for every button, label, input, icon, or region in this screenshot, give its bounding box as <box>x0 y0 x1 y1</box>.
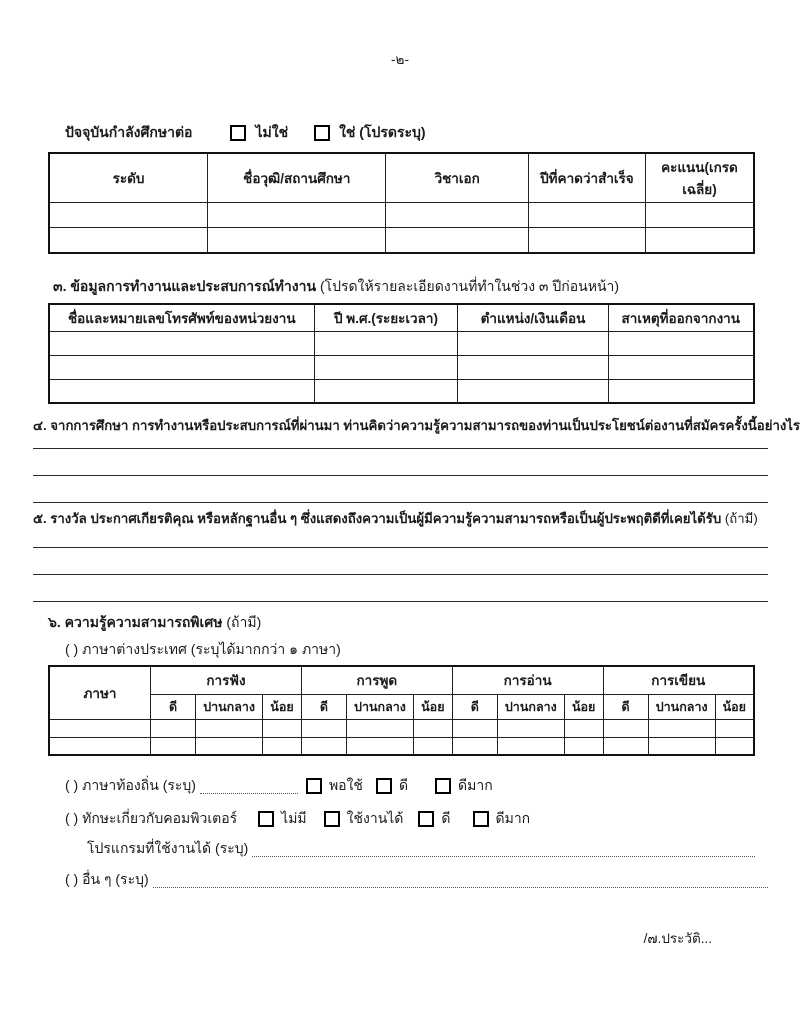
option-good-label: ดี <box>441 810 451 826</box>
checkbox-option-fair <box>306 775 363 797</box>
table-cell-empty[interactable] <box>208 228 386 253</box>
checkbox-option-very-good <box>473 808 531 830</box>
language-header-row-1 <box>49 666 754 694</box>
column-header-little: น้อย <box>263 694 302 719</box>
language-row <box>49 737 754 755</box>
column-header-year-period: ปี พ.ศ.(ระยะเวลา) <box>314 304 458 332</box>
programs-row <box>48 838 755 860</box>
table-cell-empty[interactable] <box>49 203 208 228</box>
table-cell-empty[interactable] <box>608 379 754 403</box>
checkbox-option-usable <box>324 808 404 830</box>
column-header-good: ดี <box>452 694 497 719</box>
answer-line[interactable] <box>33 476 768 503</box>
table-cell-empty[interactable] <box>346 719 413 737</box>
table-cell-empty[interactable] <box>413 719 452 737</box>
column-header-language: ภาษา <box>49 666 151 719</box>
work-row <box>49 331 754 355</box>
education-header-row <box>49 153 754 203</box>
column-header-employer-phone: ชื่อและหมายเลขโทรศัพท์ของหน่วยงาน <box>49 304 314 332</box>
table-cell-empty[interactable] <box>715 737 754 755</box>
table-cell-empty[interactable] <box>608 355 754 379</box>
table-cell-empty[interactable] <box>263 737 302 755</box>
column-header-listening: การฟัง <box>151 666 302 694</box>
table-cell-empty[interactable] <box>458 379 608 403</box>
section-4-answer-area <box>48 436 755 503</box>
column-header-position-salary: ตำแหน่ง/เงินเดือน <box>458 304 608 332</box>
column-header-good: ดี <box>603 694 648 719</box>
checkbox-option-none <box>258 808 307 830</box>
checkbox-good[interactable] <box>418 811 434 827</box>
section-3-title-text: ๓. ข้อมูลการทำงานและประสบการณ์ทำงาน <box>53 277 317 294</box>
language-skill-table <box>48 665 755 756</box>
checkbox-very-good[interactable] <box>435 778 451 794</box>
table-cell-empty[interactable] <box>452 737 497 755</box>
column-header-little: น้อย <box>564 694 603 719</box>
table-cell-empty[interactable] <box>458 355 608 379</box>
column-header-medium: ปานกลาง <box>346 694 413 719</box>
table-cell-empty[interactable] <box>386 228 528 253</box>
table-cell-empty[interactable] <box>648 719 715 737</box>
foreign-language-option[interactable]: ( ) ภาษาต่างประเทศ (ระบุได้มากกว่า ๑ ภาษา) <box>65 641 341 657</box>
table-cell-empty[interactable] <box>564 719 603 737</box>
option-usable-label: ใช้งานได้ <box>346 810 404 826</box>
table-cell-empty[interactable] <box>645 228 754 253</box>
checkbox-option-good <box>418 808 450 830</box>
option-very-good-label: ดีมาก <box>458 777 493 793</box>
column-header-level: ระดับ <box>49 153 208 203</box>
column-header-major: วิชาเอก <box>386 153 528 203</box>
column-header-medium: ปานกลาง <box>196 694 263 719</box>
table-cell-empty[interactable] <box>497 737 564 755</box>
dotted-fill-line[interactable] <box>200 780 298 794</box>
section-4-title: ๔. จากการศึกษา การทำงานหรือประสบการณ์ที่ผ่านมา ท่านคิดว่าความรู้ความสามารถของท่านเป็นประโยชน์ต่องานที่สมัครครั้งนี้อย่างไร <box>33 418 800 433</box>
option-very-good-label: ดีมาก <box>495 810 531 826</box>
table-cell-empty[interactable] <box>458 331 608 355</box>
page-footer-note: /๗.ประวัติ... <box>643 931 712 946</box>
table-cell-empty[interactable] <box>608 331 754 355</box>
section-3-note: (โปรดให้รายละเอียดงานที่ทำในช่วง ๓ ปีก่อนหน้า) <box>319 277 620 294</box>
local-language-row <box>48 775 755 797</box>
section-6-title <box>48 612 755 634</box>
table-cell-empty[interactable] <box>603 737 648 755</box>
column-header-gpa: คะแนน(เกรดเฉลี่ย) <box>645 153 754 203</box>
table-cell-empty[interactable] <box>645 203 754 228</box>
column-header-expected-year: ปีที่คาดว่าสำเร็จ <box>528 153 645 203</box>
table-cell-empty[interactable] <box>314 331 458 355</box>
column-header-speaking: การพูด <box>301 666 452 694</box>
checkbox-very-good[interactable] <box>473 811 489 827</box>
table-cell-empty[interactable] <box>208 203 386 228</box>
checkbox-none[interactable] <box>258 811 274 827</box>
table-cell-empty[interactable] <box>413 737 452 755</box>
answer-line[interactable] <box>33 436 768 449</box>
computer-skill-row <box>48 808 755 830</box>
local-language-label: ( ) ภาษาท้องถิ่น (ระบุ) <box>65 777 196 793</box>
checkbox-option-good <box>376 775 408 797</box>
option-none-label: ไม่มี <box>281 810 307 826</box>
checkbox-option-very-good <box>435 775 493 797</box>
current-study-row <box>48 122 755 144</box>
table-cell-empty[interactable] <box>49 379 314 403</box>
column-header-little: น้อย <box>413 694 452 719</box>
dotted-fill-line[interactable] <box>153 874 768 888</box>
table-cell-empty[interactable] <box>715 719 754 737</box>
table-cell-empty[interactable] <box>196 719 263 737</box>
language-row <box>49 719 754 737</box>
language-header-row-2 <box>49 694 754 719</box>
dotted-fill-line[interactable] <box>252 843 755 857</box>
option-fair-label: พอใช้ <box>328 777 363 793</box>
table-cell-empty[interactable] <box>346 737 413 755</box>
answer-line[interactable] <box>33 575 768 602</box>
section-5-title <box>33 508 768 529</box>
column-header-degree-institution: ชื่อวุฒิ/สถานศึกษา <box>208 153 386 203</box>
table-cell-empty[interactable] <box>49 737 151 755</box>
table-cell-empty[interactable] <box>314 355 458 379</box>
column-header-medium: ปานกลาง <box>497 694 564 719</box>
table-cell-empty[interactable] <box>301 719 346 737</box>
education-row <box>49 203 754 228</box>
section-5-note: (ถ้ามี) <box>724 511 758 526</box>
table-cell-empty[interactable] <box>263 719 302 737</box>
answer-line[interactable] <box>33 529 768 548</box>
section-5-answer-area <box>48 529 755 602</box>
table-cell-empty[interactable] <box>151 719 196 737</box>
computer-skill-label: ( ) ทักษะเกี่ยวกับคอมพิวเตอร์ <box>65 810 238 826</box>
education-row <box>49 228 754 253</box>
education-table <box>48 152 755 254</box>
work-header-row <box>49 304 754 332</box>
table-cell-empty[interactable] <box>386 203 528 228</box>
column-header-writing: การเขียน <box>603 666 754 694</box>
column-header-good: ดี <box>301 694 346 719</box>
work-row <box>49 355 754 379</box>
table-cell-empty[interactable] <box>301 737 346 755</box>
table-cell-empty[interactable] <box>49 228 208 253</box>
option-yes-label: ใช่ (โปรดระบุ) <box>339 124 426 140</box>
answer-line[interactable] <box>33 449 768 476</box>
programs-label: โปรแกรมที่ใช้งานได้ (ระบุ) <box>87 840 249 856</box>
column-header-medium: ปานกลาง <box>648 694 715 719</box>
other-row <box>48 869 755 891</box>
checkbox-good[interactable] <box>376 778 392 794</box>
table-cell-empty[interactable] <box>49 719 151 737</box>
checkbox-not-studying[interactable] <box>230 125 246 141</box>
current-study-label: ปัจจุบันกำลังศึกษาต่อ <box>65 124 193 140</box>
table-cell-empty[interactable] <box>314 379 458 403</box>
section-3-title <box>48 276 755 298</box>
column-header-reading: การอ่าน <box>452 666 603 694</box>
table-cell-empty[interactable] <box>196 737 263 755</box>
table-cell-empty[interactable] <box>528 228 645 253</box>
option-good-label: ดี <box>398 777 409 793</box>
table-cell-empty[interactable] <box>528 203 645 228</box>
table-cell-empty[interactable] <box>49 331 314 355</box>
table-cell-empty[interactable] <box>564 737 603 755</box>
page-number: -๒- <box>391 52 409 67</box>
option-no-label: ไม่ใช่ <box>255 124 289 140</box>
table-cell-empty[interactable] <box>49 355 314 379</box>
checkbox-fair[interactable] <box>306 778 322 794</box>
column-header-good: ดี <box>151 694 196 719</box>
column-header-reason-leaving: สาเหตุที่ออกจากงาน <box>608 304 754 332</box>
table-cell-empty[interactable] <box>151 737 196 755</box>
table-cell-empty[interactable] <box>603 719 648 737</box>
table-cell-empty[interactable] <box>452 719 497 737</box>
section-5-title-text: ๕. รางวัล ประกาศเกียรติคุณ หรือหลักฐานอื่น ๆ ซึ่งแสดงถึงความเป็นผู้มีความรู้ความสามารถหรือเป็นผู้ประพฤติดีที่เคยได้รับ <box>33 511 722 526</box>
checkbox-usable[interactable] <box>324 811 340 827</box>
work-row <box>49 379 754 403</box>
work-experience-table <box>48 303 755 405</box>
section-6-note: (ถ้ามี) <box>226 614 262 630</box>
column-header-little: น้อย <box>715 694 754 719</box>
answer-line[interactable] <box>33 548 768 575</box>
other-label: ( ) อื่น ๆ (ระบุ) <box>65 871 149 887</box>
checkbox-studying[interactable] <box>314 125 330 141</box>
section-6-title-text: ๖. ความรู้ความสามารถพิเศษ <box>48 614 223 630</box>
table-cell-empty[interactable] <box>648 737 715 755</box>
table-cell-empty[interactable] <box>497 719 564 737</box>
